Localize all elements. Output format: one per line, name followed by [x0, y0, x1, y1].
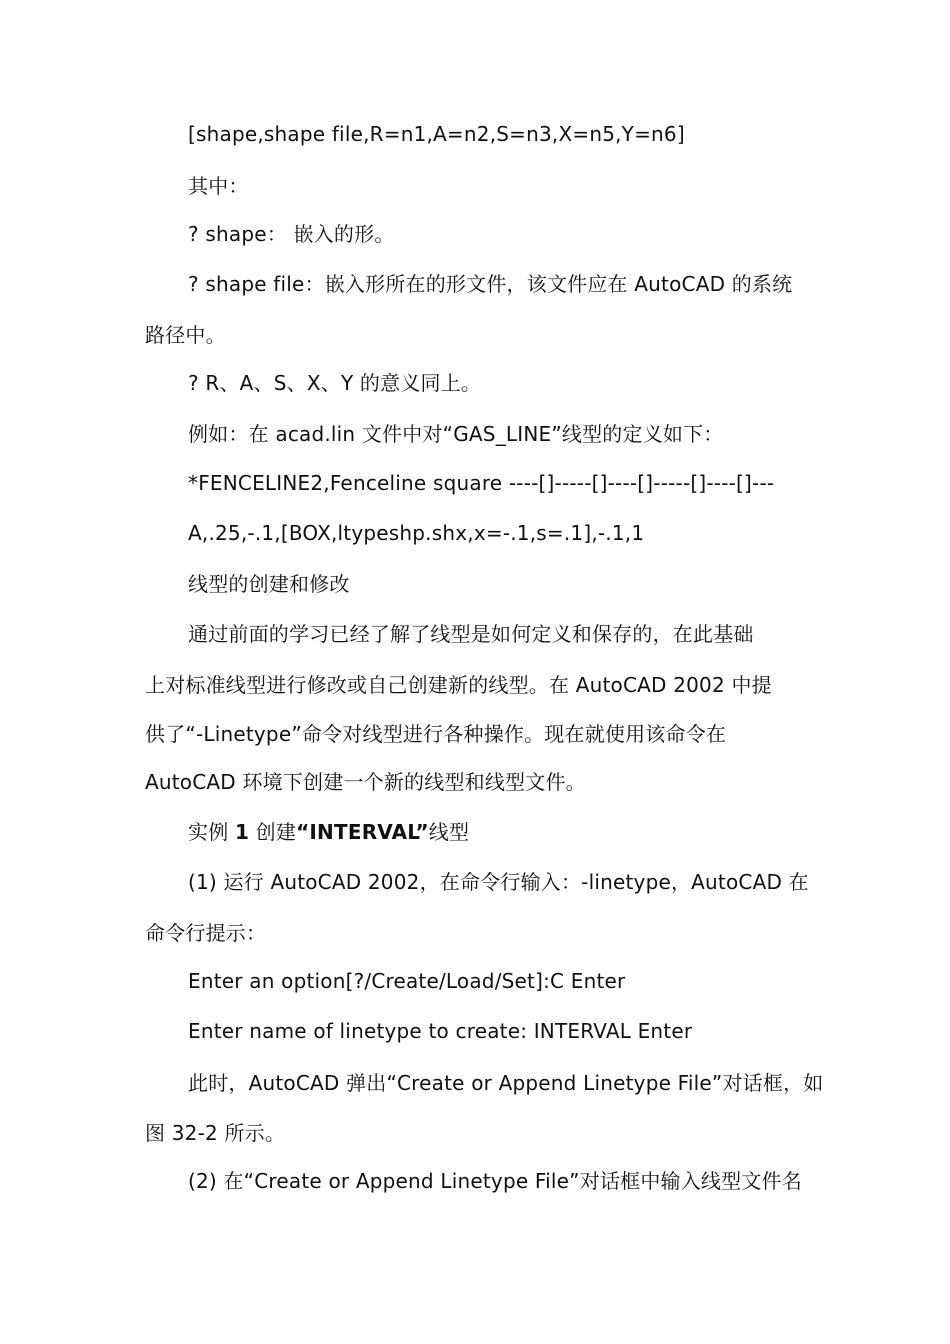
- example-number: 1: [234, 820, 250, 844]
- example-intro-line: 例如：在 acad.lin 文件中对“GAS_LINE”线型的定义如下：: [188, 422, 724, 446]
- shape-param-line: ? shape： 嵌入的形。: [188, 222, 395, 246]
- dialog-popup-continuation: 图 32-2 所示。: [145, 1121, 286, 1145]
- example-prefix: 实例: [188, 820, 235, 844]
- dialog-popup-line: 此时，AutoCAD 弹出“Create or Append Linetype File”对话框，如: [188, 1071, 824, 1095]
- paragraph-line-1: 通过前面的学习已经了解了线型是如何定义和保存的，在此基础: [188, 622, 754, 646]
- example-suffix: 线型: [428, 820, 470, 844]
- section-heading: 线型的创建和修改: [188, 572, 350, 596]
- example-linetype-name: “INTERVAL”: [296, 820, 429, 844]
- example-heading: [188, 819, 469, 845]
- paragraph-line-2: 上对标准线型进行修改或自己创建新的线型。在 AutoCAD 2002 中提: [145, 673, 772, 697]
- paragraph-line-3: 供了“-Linetype”命令对线型进行各种操作。现在就使用该命令在: [145, 722, 727, 746]
- where-label: 其中：: [188, 174, 249, 198]
- linetype-definition-line: *FENCELINE2,Fenceline square ----[]-----[]----[]-----[]----[]---: [188, 471, 775, 495]
- step-2-line: (2) 在“Create or Append Linetype File”对话框中输入线型文件名: [188, 1169, 802, 1193]
- linetype-pattern-line: A,.25,-.1,[BOX,ltypeshp.shx,x=-.1,s=.1],-.1,1: [188, 521, 645, 545]
- shape-syntax-line: [shape,shape file,R=n1,A=n2,S=n3,X=n5,Y=n6]: [188, 122, 685, 146]
- command-prompt-option: Enter an option[?/Create/Load/Set]:C Enter: [188, 969, 626, 993]
- command-prompt-name: Enter name of linetype to create: INTERVAL Enter: [188, 1019, 693, 1043]
- step-1-line: (1) 运行 AutoCAD 2002，在命令行输入：-linetype，AutoCAD 在: [188, 870, 809, 894]
- shape-file-param-line: ? shape file：嵌入形所在的形文件，该文件应在 AutoCAD 的系统: [188, 272, 793, 296]
- step-1-continuation: 命令行提示：: [145, 921, 267, 945]
- other-params-line: ? R、A、S、X、Y 的意义同上。: [188, 371, 482, 395]
- paragraph-line-4: AutoCAD 环境下创建一个新的线型和线型文件。: [145, 770, 586, 794]
- shape-file-param-continuation: 路径中。: [145, 323, 226, 347]
- example-middle: 创建: [249, 820, 297, 844]
